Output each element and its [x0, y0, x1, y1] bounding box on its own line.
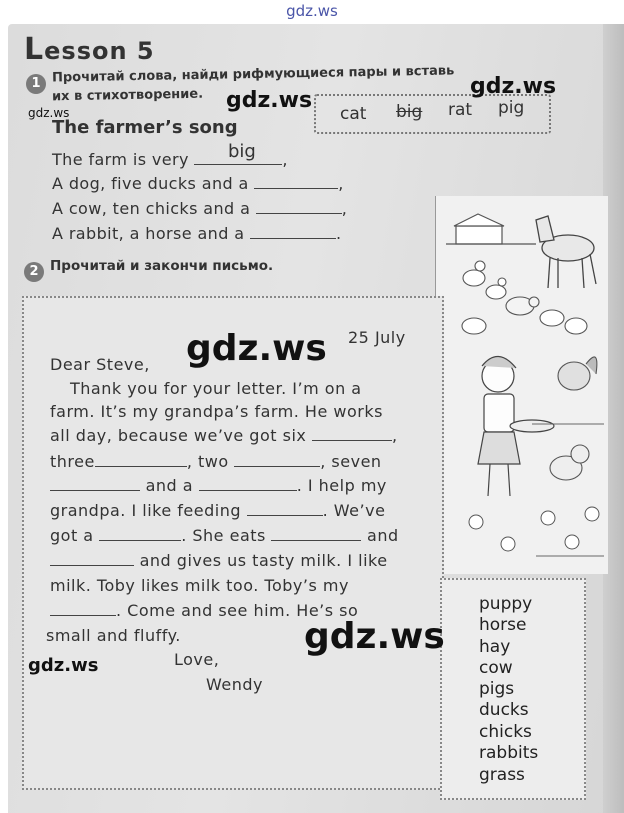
letter-text: , two [186, 452, 229, 471]
lesson-title-rest: esson 5 [44, 37, 155, 65]
letter-line: small and fluffy. [46, 626, 181, 645]
girl-icon [478, 356, 554, 496]
punctuation: , [338, 174, 344, 193]
song-line-3 [52, 199, 347, 218]
letter-text: three [50, 452, 95, 471]
answer-blank[interactable] [50, 551, 134, 566]
letter-text: and a [145, 476, 194, 495]
song-line-text: A rabbit, a horse and a [52, 224, 245, 243]
letter-line [50, 551, 388, 570]
punctuation: , [282, 150, 288, 169]
answer-blank[interactable] [256, 199, 342, 214]
answer-blank[interactable] [250, 224, 336, 239]
word-bank-item: chicks [479, 722, 532, 742]
letter-text: . Come and see him. He’s so [116, 601, 359, 620]
word-bank-item: horse [479, 615, 527, 635]
answer-blank[interactable] [50, 476, 140, 491]
letter-line [50, 426, 398, 445]
punctuation: . [335, 224, 342, 243]
letter-line: Thank you for your letter. I’m on a [70, 379, 362, 398]
watermark: gdz.ws [28, 106, 70, 120]
pig-icon [506, 297, 539, 315]
chicks-icon [469, 507, 599, 551]
rhyme-word: pig [498, 98, 525, 118]
word-bank-item: grass [479, 765, 525, 785]
punctuation: , [391, 426, 398, 445]
puppy-icon [550, 445, 589, 480]
song-line-4 [52, 224, 341, 243]
handwritten-answer: big [228, 141, 256, 162]
rhyme-word: rat [448, 100, 473, 120]
task-1-instruction-line2: их в стихотворение. [51, 86, 204, 105]
task-2-number: 2 [24, 262, 44, 282]
letter-line [50, 452, 382, 471]
letter-box [22, 296, 444, 790]
word-bank-item: rabbits [479, 743, 539, 763]
answer-blank[interactable] [271, 526, 361, 541]
song-line-text: A cow, ten chicks and a [52, 199, 251, 218]
farm-animals-drawing [436, 196, 608, 574]
task-2-instruction: Прочитай и закончи письмо. [50, 258, 274, 274]
letter-text: . She eats [181, 526, 266, 545]
answer-blank[interactable] [50, 601, 116, 616]
word-bank-item: puppy [479, 594, 533, 614]
word-bank-item: pigs [479, 679, 515, 699]
letter-text: and gives us tasty milk. I like [139, 551, 388, 570]
watermark: gdz.ws [186, 328, 327, 369]
answer-blank[interactable] [199, 476, 297, 491]
song-line-text: The farm is very [52, 150, 189, 169]
letter-text: . I help my [296, 476, 387, 495]
song-title: The farmer’s song [52, 117, 238, 138]
horse-icon [536, 216, 596, 288]
song-line-2 [52, 174, 344, 193]
watermark: gdz.ws [470, 74, 557, 99]
watermark: gdz.ws [304, 616, 445, 657]
word-bank-item: hay [479, 637, 511, 657]
letter-line: milk. Toby likes milk too. Toby’s my [50, 576, 349, 595]
letter-greeting: Dear Steve, [50, 355, 150, 374]
answer-blank[interactable] [312, 426, 392, 441]
song-line-text: A dog, five ducks and a [52, 174, 249, 193]
answer-blank[interactable] [234, 452, 320, 467]
answer-blank[interactable] [254, 174, 338, 189]
answer-blank[interactable] [247, 501, 323, 516]
letter-text: and [367, 526, 399, 545]
letter-line: farm. It’s my grandpa’s farm. He works [50, 402, 383, 421]
letter-text: all day, because we’ve got six [50, 426, 307, 445]
word-bank [440, 578, 586, 800]
rooster-icon [558, 357, 597, 390]
letter-text: , seven [320, 452, 382, 471]
letter-text: grandpa. I like feeding [50, 501, 242, 520]
rhyme-word: cat [340, 104, 367, 124]
barn-icon [446, 214, 536, 244]
letter-text: got a [50, 526, 94, 545]
watermark: gdz.ws [28, 655, 99, 676]
task-1-instruction-line1: Прочитай слова, найди рифмующиеся пары и вставь [51, 63, 455, 86]
word-bank-item: ducks [479, 700, 529, 720]
answer-blank[interactable] [95, 452, 187, 467]
lesson-title-initial: L [24, 32, 45, 67]
rhyme-word-box [314, 94, 551, 134]
letter-line [50, 501, 385, 520]
lesson-title [24, 32, 155, 67]
task-1-number: 1 [26, 74, 46, 94]
word-bank-item: cow [479, 658, 513, 678]
letter-date: 25 July [348, 328, 406, 347]
letter-line [50, 476, 387, 495]
watermark: gdz.ws [226, 88, 313, 113]
farm-illustration [435, 196, 608, 574]
letter-text: . We’ve [322, 501, 386, 520]
rhyme-word-crossed: big [396, 102, 423, 122]
punctuation: , [341, 199, 348, 218]
letter-closing: Love, [174, 650, 220, 669]
top-watermark: gdz.ws [286, 2, 338, 20]
letter-signature: Wendy [206, 675, 263, 694]
letter-line [50, 526, 399, 545]
answer-blank[interactable] [99, 526, 181, 541]
